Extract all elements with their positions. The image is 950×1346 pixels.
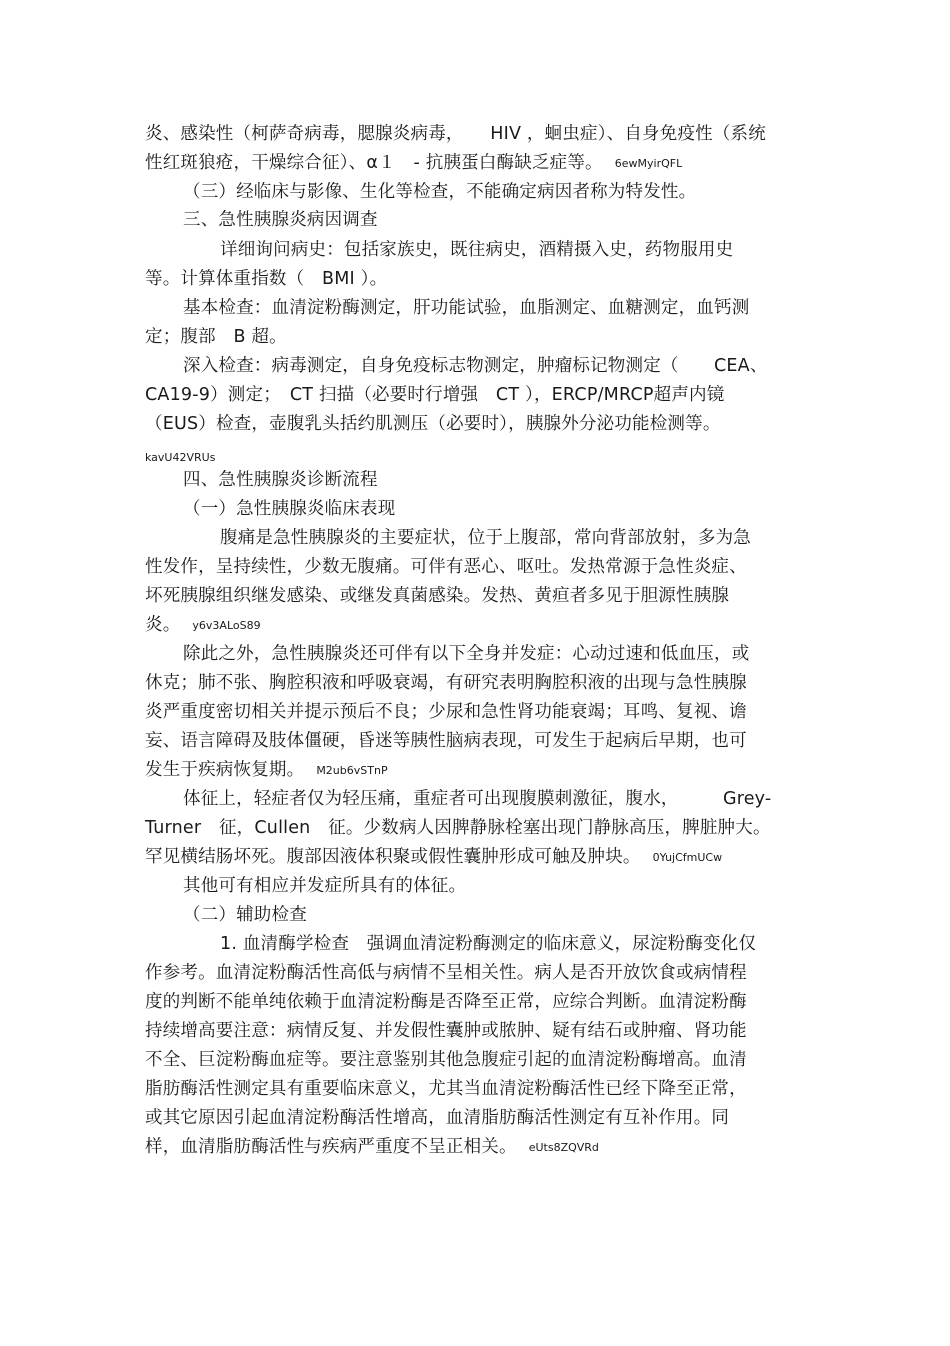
text-line: 不全、巨淀粉酶血症等。要注意鉴别其他急腹症引起的血清淀粉酶增高。血清 [145, 1050, 747, 1070]
text-line: 体征上，轻症者仅为轻压痛，重症者可出现腹膜刺激征，腹水， Grey- [183, 789, 772, 809]
text-line: 作参考。血清淀粉酶活性高低与病情不呈相关性。病人是否开放饮食或病情程 [145, 963, 747, 983]
text-line [145, 1135, 599, 1160]
section-heading: （二）辅助检查 [183, 905, 307, 925]
doc-code: eUts8ZQVRd [528, 1141, 599, 1154]
text-span: 炎。 [145, 615, 181, 635]
text-line [145, 613, 261, 638]
text-line: 性发作，呈持续性，少数无腹痛。可伴有恶心、呕吐。发热常源于急性炎症、 [145, 557, 747, 577]
text-line: 1. 血清酶学检查 强调血清淀粉酶测定的临床意义，尿淀粉酶变化仅 [220, 934, 757, 954]
text-line: 等。计算体重指数（ BMI ）。 [145, 269, 388, 289]
text-line: 脂肪酶活性测定具有重要临床意义，尤其当血清淀粉酶活性已经下降至正常， [145, 1079, 747, 1099]
text-span: 罕见横结肠坏死。腹部因液体积聚或假性囊肿形成可触及肿块。 [145, 847, 641, 867]
text-line: CA19-9）测定； CT 扫描（必要时行增强 CT ），ERCP/MRCP超声内镜 [145, 385, 725, 405]
text-line: 腹痛是急性胰腺炎的主要症状，位于上腹部，常向背部放射，多为急 [220, 528, 751, 548]
text-line: 其他可有相应并发症所具有的体征。 [183, 876, 467, 896]
text-line: 度的判断不能单纯依赖于血清淀粉酶是否降至正常，应综合判断。血清淀粉酶 [145, 992, 747, 1012]
doc-code: 6ewMyirQFL [614, 157, 683, 170]
text-line: 详细询问病史：包括家族史，既往病史，酒精摄入史，药物服用史 [220, 240, 734, 260]
text-line: Turner 征，Cullen 征。少数病人因脾静脉栓塞出现门静脉高压，脾脏肿大。 [145, 818, 771, 838]
text-line: 休克；肺不张、胸腔积液和呼吸衰竭，有研究表明胸腔积液的出现与急性胰腺 [145, 673, 747, 693]
section-heading: 三、急性胰腺炎病因调查 [183, 210, 378, 230]
section-heading: （三）经临床与影像、生化等检查，不能确定病因者称为特发性。 [183, 182, 697, 202]
text-line [145, 758, 388, 783]
doc-code: M2ub6vSTnP [316, 764, 388, 777]
text-line: 或其它原因引起血清淀粉酶活性增高，血清脂肪酶活性测定有互补作用。同 [145, 1108, 730, 1128]
text-line: 除此之外，急性胰腺炎还可伴有以下全身并发症：心动过速和低血压，或 [183, 644, 750, 664]
text-line: 持续增高要注意：病情反复、并发假性囊肿或脓肿、疑有结石或肿瘤、肾功能 [145, 1021, 747, 1041]
doc-code: y6v3ALoS89 [192, 619, 261, 632]
text-line: 深入检查：病毒测定，自身免疫标志物测定，肿瘤标记物测定（ CEA、 [183, 356, 768, 376]
text-line: （EUS）检查，壶腹乳头括约肌测压（必要时），胰腺外分泌功能检测等。 [145, 414, 721, 434]
text-line [145, 845, 722, 870]
text-line: 妄、语言障碍及肢体僵硬，昏迷等胰性脑病表现，可发生于起病后早期，也可 [145, 731, 747, 751]
text-line: 炎严重度密切相关并提示预后不良；少尿和急性肾功能衰竭；耳鸣、复视、谵 [145, 702, 747, 722]
doc-code: kavU42VRUs [145, 451, 216, 464]
text-span: 样，血清脂肪酶活性与疾病严重度不呈正相关。 [145, 1137, 517, 1157]
text-line: 炎、感染性（柯萨奇病毒，腮腺炎病毒， HIV ，蛔虫症）、自身免疫性（系统 [145, 124, 766, 144]
doc-code: 0YujCfmUCw [652, 851, 723, 864]
text-line: 坏死胰腺组织继发感染、或继发真菌感染。发热、黄疸者多见于胆源性胰腺 [145, 586, 730, 606]
text-line: 基本检查：血清淀粉酶测定，肝功能试验，血脂测定、血糖测定，血钙测 [183, 298, 750, 318]
text-span: 发生于疾病恢复期。 [145, 760, 305, 780]
section-heading: （一）急性胰腺炎临床表现 [183, 499, 396, 519]
text-span: 性红斑狼疮，干燥综合征）、α１ - 抗胰蛋白酶缺乏症等。 [145, 153, 603, 173]
section-heading: 四、急性胰腺炎诊断流程 [183, 470, 378, 490]
text-line: 定；腹部 B 超。 [145, 327, 287, 347]
text-line [145, 151, 682, 176]
